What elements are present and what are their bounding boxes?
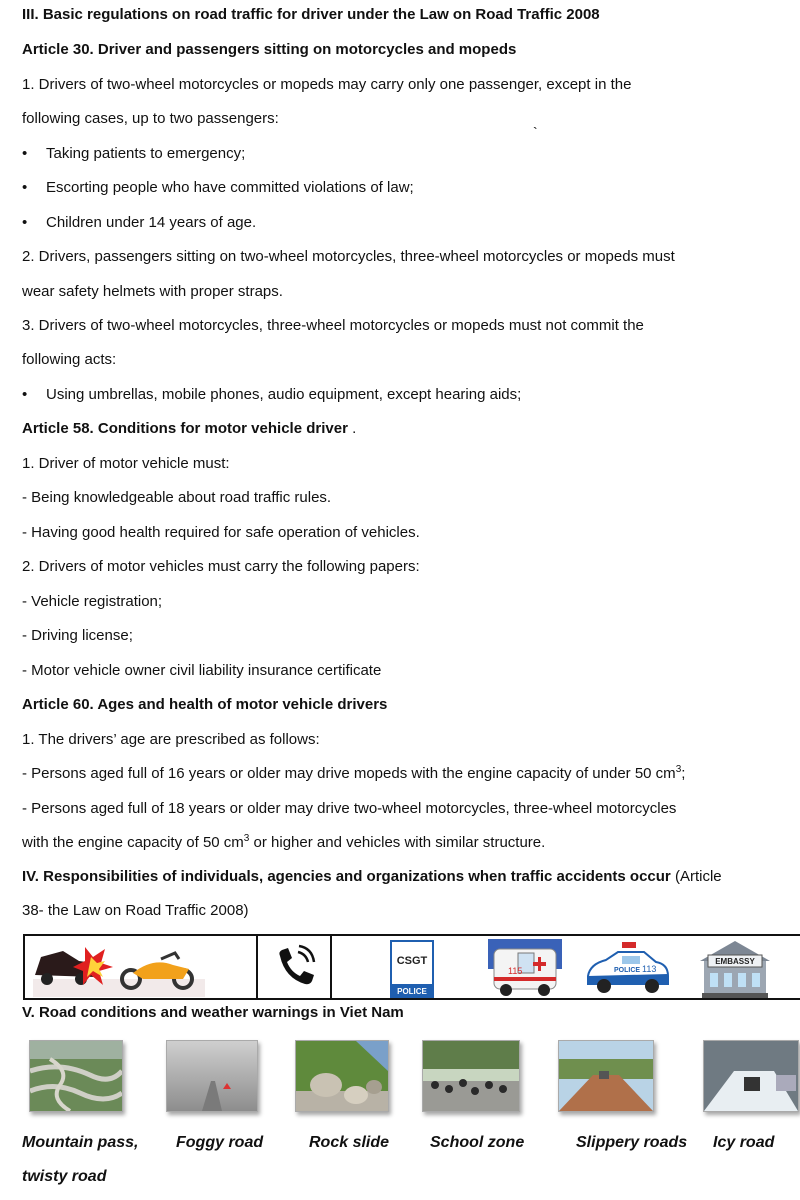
rock-slide-image bbox=[295, 1040, 389, 1112]
caption-foggy-road: Foggy road bbox=[176, 1134, 264, 1151]
article-58-line: 1. Driver of motor vehicle must: bbox=[22, 455, 230, 472]
mountain-pass-image bbox=[29, 1040, 123, 1112]
article-30-para-3a: 3. Drivers of two-wheel motorcycles, three-wheel motorcycles or mopeds must not commit the bbox=[22, 317, 644, 334]
section-4-heading-line-2: 38- the Law on Road Traffic 2008) bbox=[22, 902, 249, 919]
list-item: • Using umbrellas, mobile phones, audio equipment, except hearing aids; bbox=[22, 386, 522, 403]
article-58-title: Article 58. Conditions for motor vehicle driver . bbox=[22, 420, 357, 437]
caption-mountain-pass: Mountain pass, bbox=[22, 1134, 139, 1151]
article-60-line: - Persons aged full of 18 years or older may drive two-wheel motorcycles, three-wheel motorcycles bbox=[22, 800, 677, 817]
caption-icy-road: Icy road bbox=[713, 1134, 775, 1151]
icy-road-image bbox=[703, 1040, 799, 1112]
embassy-label: EMBASSY bbox=[715, 957, 755, 966]
article-30-para-1b: following cases, up to two passengers: bbox=[22, 110, 279, 127]
ambulance-icon bbox=[488, 939, 562, 999]
article-58-line: 2. Drivers of motor vehicles must carry the following papers: bbox=[22, 558, 420, 575]
school-zone-image bbox=[422, 1040, 520, 1112]
article-30-para-2a: 2. Drivers, passengers sitting on two-wheel motorcycles, three-wheel motorcycles or mopeds must bbox=[22, 248, 675, 265]
caption-school-zone: School zone bbox=[430, 1134, 525, 1151]
phone-call-icon bbox=[270, 942, 320, 992]
article-30-para-2b: wear safety helmets with proper straps. bbox=[22, 283, 283, 300]
police-car-label: POLICE bbox=[614, 967, 641, 974]
slippery-road-image bbox=[558, 1040, 654, 1112]
article-60-title: Article 60. Ages and health of motor vehicle drivers bbox=[22, 696, 388, 713]
police-number: 113 bbox=[642, 964, 657, 974]
article-58-line: - Motor vehicle owner civil liability insurance certificate bbox=[22, 662, 382, 679]
phone-cell bbox=[258, 936, 332, 998]
caption-slippery-roads: Slippery roads bbox=[576, 1134, 688, 1151]
csgt-police-label: POLICE bbox=[397, 987, 427, 996]
article-30-title: Article 30. Driver and passengers sitting on motorcycles and mopeds bbox=[22, 41, 517, 58]
article-30-para-3b: following acts: bbox=[22, 351, 117, 368]
police-car-icon bbox=[584, 940, 672, 998]
article-58-line: - Driving license; bbox=[22, 627, 133, 644]
list-item: • Children under 14 years of age. bbox=[22, 214, 257, 231]
article-30-para-1a: 1. Drivers of two-wheel motorcycles or mopeds may carry only one passenger, except in the bbox=[22, 76, 632, 93]
list-item: • Escorting people who have committed violations of law; bbox=[22, 179, 414, 196]
section-3-heading: III. Basic regulations on road traffic for driver under the Law on Road Traffic 2008 bbox=[22, 6, 600, 23]
section-4-heading: IV. Responsibilities of individuals, agencies and organizations when traffic accidents occur (Article bbox=[22, 868, 722, 885]
embassy-icon bbox=[698, 939, 772, 999]
article-58-line: - Being knowledgeable about road traffic rules. bbox=[22, 489, 332, 506]
csgt-police-icon bbox=[390, 940, 434, 998]
article-58-line: - Having good health required for safe operation of vehicles. bbox=[22, 524, 420, 541]
emergency-icon-table bbox=[23, 934, 800, 1000]
ambulance-number: 115 bbox=[508, 966, 523, 976]
car-crash-icon bbox=[33, 939, 213, 997]
stray-mark: ` bbox=[533, 124, 538, 140]
emergency-services-cell bbox=[332, 936, 800, 998]
article-60-line: - Persons aged full of 16 years or older may drive mopeds with the engine capacity of under 50 $cm^3$; bbox=[22, 764, 686, 782]
caption-rock-slide: Rock slide bbox=[309, 1134, 390, 1151]
csgt-label: CSGT bbox=[396, 955, 428, 967]
article-58-line: - Vehicle registration; bbox=[22, 593, 163, 610]
accident-cell bbox=[25, 936, 258, 998]
caption-twisty-road: twisty road bbox=[22, 1168, 107, 1185]
foggy-road-image bbox=[166, 1040, 258, 1112]
section-5-heading: V. Road conditions and weather warnings in Viet Nam bbox=[22, 1004, 404, 1021]
article-60-line: 1. The drivers’ age are prescribed as follows: bbox=[22, 731, 320, 748]
article-60-line: with the engine capacity of 50 $cm^3$ or higher and vehicles with similar structure. bbox=[22, 833, 546, 851]
list-item: • Taking patients to emergency; bbox=[22, 145, 246, 162]
